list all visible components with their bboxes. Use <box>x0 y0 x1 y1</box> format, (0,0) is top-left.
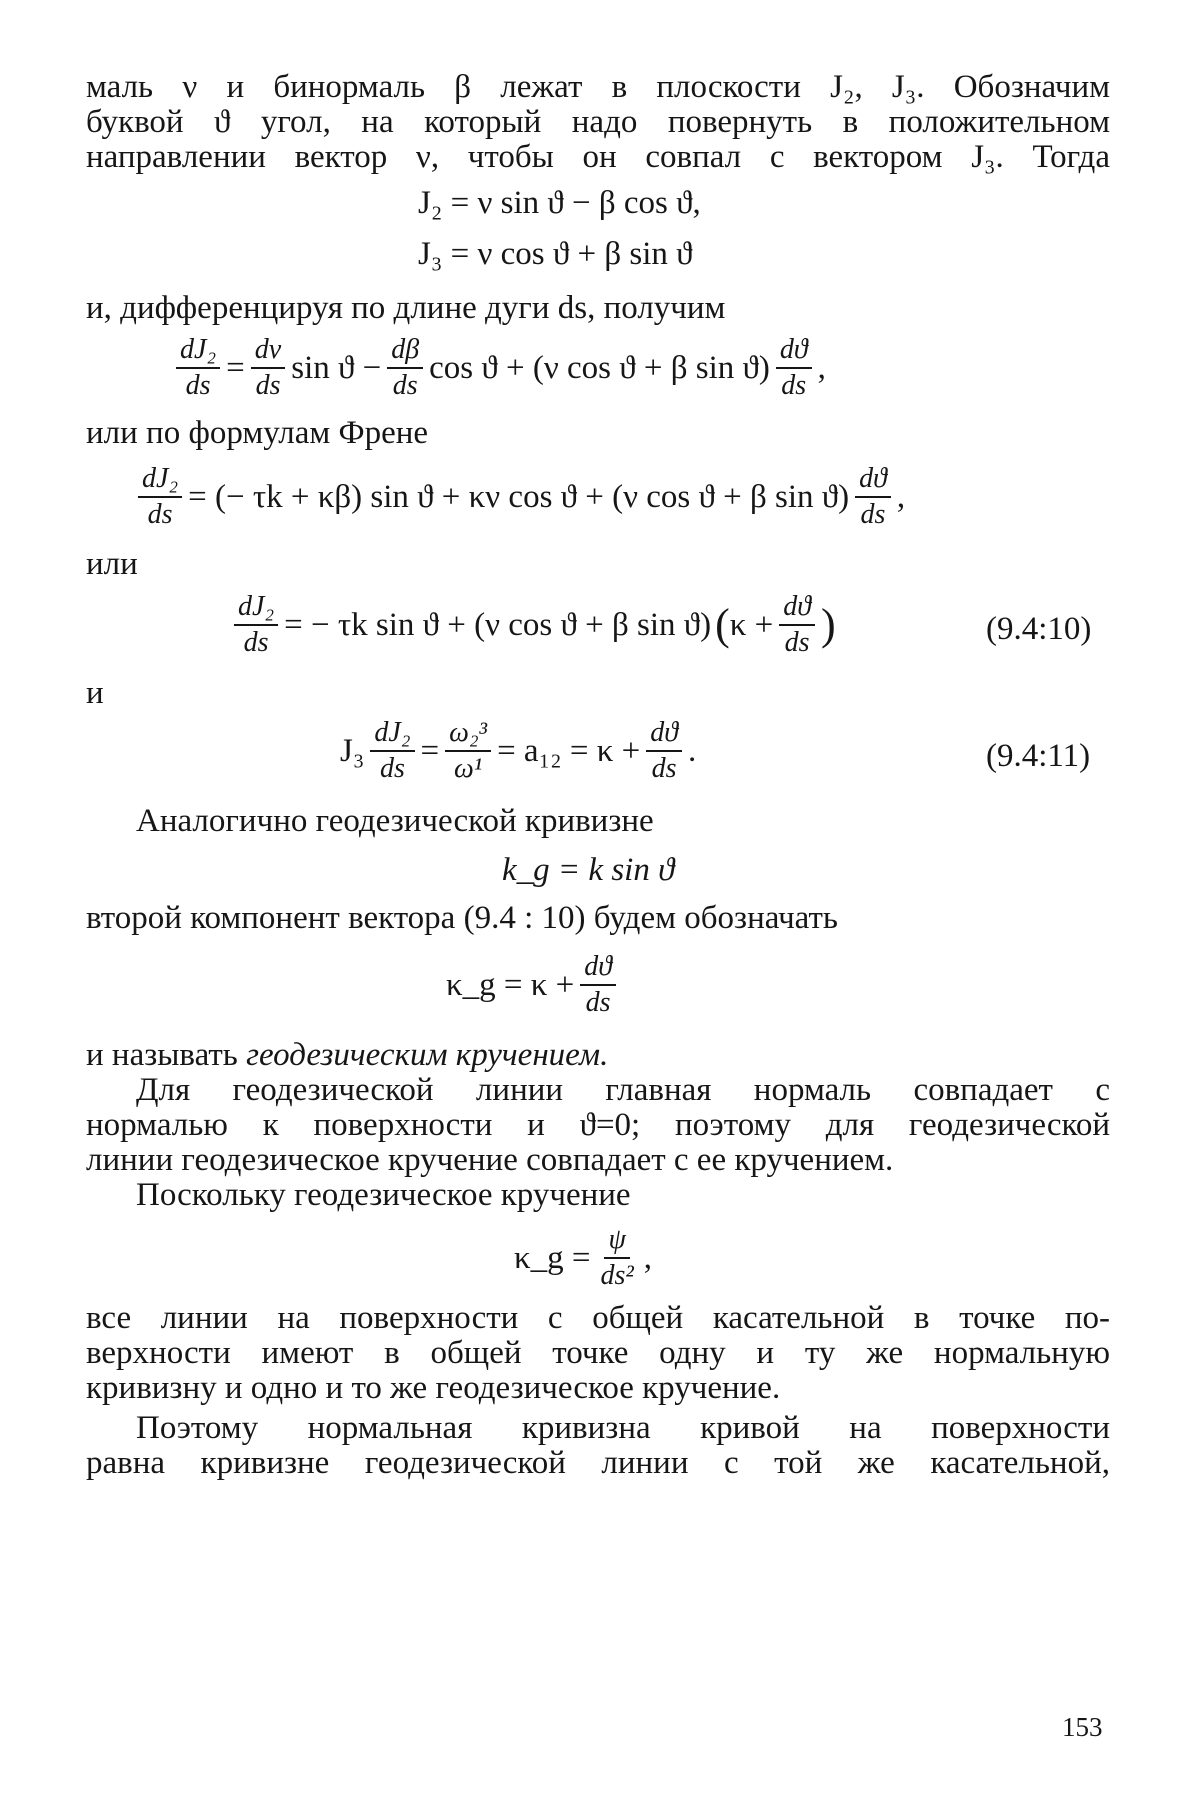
equation-torsion-form: κ_g = $\frac{\psi}{\text{ds²}}$ , <box>514 1224 653 1291</box>
text-line: Поэтому нормальная кривизна кривой на поверхности <box>136 1410 1110 1446</box>
text-line: или по формулам Френе <box>86 415 429 451</box>
text-line: все линии на поверхности с общей касательной в точке по- <box>86 1300 1110 1336</box>
text-line: Поскольку геодезическое кручение <box>136 1177 631 1213</box>
text-line: направлении вектор ν, чтобы он совпал с вектором J₃. Тогда <box>86 139 1110 175</box>
text-line: и <box>86 675 104 711</box>
text-line: и, дифференцируя по длине дуги ds, получим <box>86 290 726 326</box>
text-line: буквой ϑ угол, на который надо повернуть в положительном <box>86 104 1110 140</box>
text-line: верхности имеют в общей точке одну и ту же нормальную <box>86 1335 1110 1371</box>
text-line: Аналогично геодезической кривизне <box>136 803 654 839</box>
text-line: второй компонент вектора (9.4 : 10) будем обозначать <box>86 900 838 936</box>
equation-number: (9.4:11) <box>986 738 1091 774</box>
equation-j3: J₃ = ν cos ϑ + β sin ϑ <box>418 236 693 272</box>
equation-9-4-11: J₃ $\frac{\text{dJ₂}}{ds}$ = $\frac{\text{ω₂³}}{\text{ω¹}}$ = a₁₂ = κ + $\frac{dϑ}{ds}$ . <box>340 717 697 784</box>
equation-geodesic-curvature: k_g = k sin ϑ <box>502 852 675 888</box>
equation-geodesic-torsion: κ_g = κ + $\frac{dϑ}{ds}$ <box>446 950 622 1020</box>
text-line: маль ν и бинормаль β лежат в плоскости J₂, J₃. Обозначим <box>86 69 1110 105</box>
text-line: или <box>86 546 138 582</box>
text-line: линии геодезическое кручение совпадает с ее кручением. <box>86 1142 894 1178</box>
equation-number: (9.4:10) <box>986 611 1092 647</box>
text-line: равна кривизне геодезической линии с той же касательной, <box>86 1445 1110 1481</box>
text-line: нормалью к поверхности и ϑ=0; поэтому для геодезической <box>86 1107 1110 1143</box>
page-number: 153 <box>1062 1712 1103 1742</box>
equation-9-4-10: $\frac{\text{dJ₂}}{ds}$ = − τk sin ϑ + (ν cos ϑ + β sin ϑ) ( κ + $\frac{dϑ}{ds}$ ) <box>228 590 836 660</box>
text-line: кривизну и одно и то же геодезическое кручение. <box>86 1370 781 1406</box>
equation-frenet: $\frac{\text{dJ₂}}{ds}$ = (− τk + κβ) sin ϑ + κν cos ϑ + (ν cos ϑ + β sin ϑ) $\frac{dϑ}{ds}$ , <box>132 462 905 532</box>
text-line: и называть геодезическим кручением. <box>86 1037 609 1073</box>
text-line: Для геодезической линии главная нормаль совпадает с <box>136 1072 1110 1108</box>
equation-derivative: $\frac{\text{dJ₂}}{ds}$ = $\frac{d\nu}{ds}$ sin ϑ − $\frac{d\beta}{ds}$ cos ϑ + (ν cos ϑ + β sin ϑ) $\frac{dϑ}{ds}$ , <box>170 333 826 403</box>
equation-j2: J₂ = ν sin ϑ − β cos ϑ, <box>418 185 701 221</box>
